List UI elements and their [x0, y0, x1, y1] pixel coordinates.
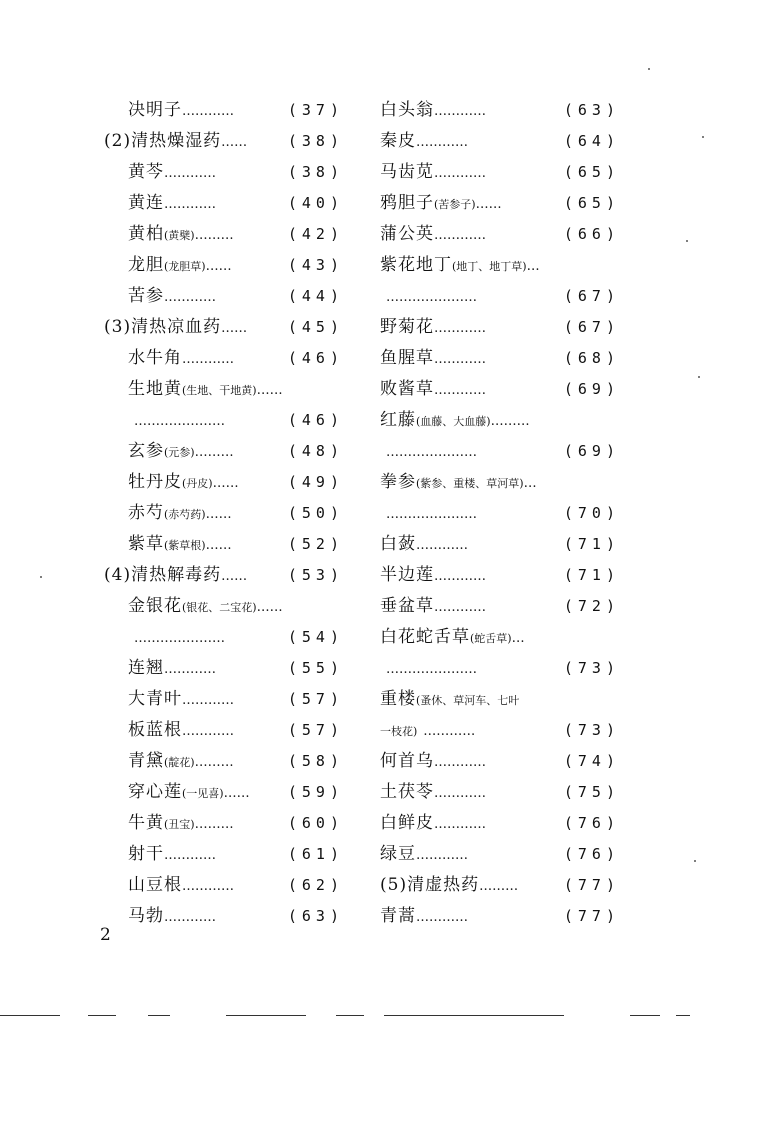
toc-entry — [380, 436, 630, 467]
toc-entry-name: 赤芍 — [128, 503, 164, 523]
toc-entry-note: (丹皮) — [182, 477, 213, 490]
toc-entry-page: (38) — [287, 163, 344, 181]
toc-entry-page: (46) — [287, 349, 344, 367]
toc-entry-page: (76) — [563, 814, 620, 832]
toc-entry-leader: ………… — [416, 848, 468, 863]
toc-entry-page: (66) — [563, 225, 620, 243]
toc-entry — [104, 343, 354, 374]
toc-entry — [380, 498, 630, 529]
toc-entry-leader: ……… — [194, 755, 234, 770]
toc-entry-page: (46) — [287, 411, 344, 429]
toc-entry-page: (72) — [563, 597, 620, 615]
toc-entry-leader: ………… — [182, 724, 234, 739]
toc-entry-page: (74) — [563, 752, 620, 770]
toc-entry — [104, 870, 354, 901]
toc-entry-name: 绿豆 — [380, 844, 416, 864]
toc-entry-leader: ………… — [182, 693, 234, 708]
toc-entry-leader: ………… — [182, 352, 234, 367]
toc-entry-name: 牛黄 — [128, 813, 164, 833]
toc-entry-leader: ………………… — [386, 445, 477, 460]
toc-entry-page: (77) — [563, 907, 620, 925]
toc-entry-name: 射干 — [128, 844, 164, 864]
toc-entry-leader: ………… — [434, 166, 486, 181]
toc-entry-name: 山豆根 — [128, 875, 182, 895]
toc-entry — [104, 591, 354, 622]
toc-entry — [380, 839, 630, 870]
toc-entry — [104, 560, 354, 591]
toc-entry-leader: ………… — [434, 600, 486, 615]
toc-entry-leader: ………… — [164, 662, 216, 677]
toc-entry-leader: ………… — [416, 910, 468, 925]
toc-entry-note: (生地、干地黄) — [182, 384, 257, 397]
toc-entry — [104, 529, 354, 560]
toc-entry-page: (69) — [563, 380, 620, 398]
toc-entry-leader: ………………… — [386, 507, 477, 522]
toc-entry — [380, 808, 630, 839]
toc-entry-name: 金银花 — [128, 596, 182, 616]
toc-entry-name: 黄芩 — [128, 162, 164, 182]
toc-entry — [380, 250, 630, 281]
toc-entry — [380, 343, 630, 374]
toc-entry-leader: ………… — [434, 228, 486, 243]
toc-entry-name: 黄柏 — [128, 224, 164, 244]
toc-entry — [104, 157, 354, 188]
toc-entry-name: 苦参 — [128, 286, 164, 306]
toc-entry — [380, 901, 630, 932]
toc-entry-name: 玄参 — [128, 441, 164, 461]
toc-entry-page: (42) — [287, 225, 344, 243]
toc-entry-name: 黄连 — [128, 193, 164, 213]
toc-entry-name: 龙胆 — [128, 255, 164, 275]
toc-entry-note: (地丁、地丁草) — [452, 260, 527, 273]
toc-entry-name: 野菊花 — [380, 317, 434, 337]
toc-entry-leader: ………………… — [386, 290, 477, 305]
scan-line — [630, 1015, 660, 1016]
toc-entry — [104, 188, 354, 219]
toc-entry — [104, 374, 354, 405]
toc-entry-name: 红藤 — [380, 410, 416, 430]
toc-entry-leader: ……… — [194, 817, 234, 832]
toc-entry-page: (71) — [563, 566, 620, 584]
toc-entry-name: 牡丹皮 — [128, 472, 182, 492]
toc-entry-leader: ………… — [434, 569, 486, 584]
toc-entry-note: 一枝花) — [380, 725, 418, 738]
toc-entry — [104, 281, 354, 312]
toc-entry-page: (63) — [563, 101, 620, 119]
toc-entry-name: 紫花地丁 — [380, 255, 452, 275]
toc-entry-page: (68) — [563, 349, 620, 367]
toc-entry-name: 青黛 — [128, 751, 164, 771]
toc-entry — [380, 622, 630, 653]
toc-entry-page: (69) — [563, 442, 620, 460]
toc-entry-name: 何首乌 — [380, 751, 434, 771]
toc-entry-page: (58) — [287, 752, 344, 770]
toc-entry-leader: ………… — [434, 786, 486, 801]
toc-entry — [380, 281, 630, 312]
toc-entry — [104, 839, 354, 870]
scan-speck — [40, 576, 42, 578]
toc-entry-page: (44) — [287, 287, 344, 305]
toc-entry — [104, 498, 354, 529]
toc-entry-note: (一见喜) — [182, 787, 224, 800]
toc-entry-leader: …… — [205, 507, 232, 522]
toc-entry — [104, 653, 354, 684]
toc-entry-name: 白鲜皮 — [380, 813, 434, 833]
toc-entry-name: 白花蛇舌草 — [380, 627, 470, 647]
toc-entry-leader: ………… — [416, 538, 468, 553]
toc-entry-page: (50) — [287, 504, 344, 522]
toc-entry-page: (54) — [287, 628, 344, 646]
toc-entry-note: (元参) — [164, 446, 195, 459]
toc-entry — [104, 808, 354, 839]
toc-entry-leader: ………… — [182, 879, 234, 894]
toc-entry-leader: …… — [221, 569, 248, 584]
scan-speck — [648, 68, 650, 70]
toc-entry-name: 土茯苓 — [380, 782, 434, 802]
toc-entry-leader: ………… — [434, 817, 486, 832]
toc-entry-note: (龙胆草) — [164, 260, 206, 273]
toc-entry-leader: ……… — [194, 445, 234, 460]
toc-entry — [380, 715, 630, 746]
scan-line — [88, 1015, 116, 1016]
toc-entry-name: 白蔹 — [380, 534, 416, 554]
toc-entry-leader: ………………… — [386, 662, 477, 677]
toc-entry-leader: …… — [205, 538, 232, 553]
toc-entry-name: (5)清虚热药 — [380, 875, 480, 895]
toc-entry-page: (67) — [563, 287, 620, 305]
toc-entry-name: 蒲公英 — [380, 224, 434, 244]
toc-entry-note: (银花、二宝花) — [182, 601, 257, 614]
toc-entry-page: (71) — [563, 535, 620, 553]
toc-entry-page: (55) — [287, 659, 344, 677]
scan-speck — [698, 376, 700, 378]
toc-entry — [380, 312, 630, 343]
toc-entry — [104, 467, 354, 498]
toc-entry — [104, 250, 354, 281]
toc-entry-name: 垂盆草 — [380, 596, 434, 616]
toc-entry-page: (64) — [563, 132, 620, 150]
scan-line — [226, 1015, 306, 1016]
toc-entry-leader: ……… — [479, 879, 519, 894]
toc-entry-page: (65) — [563, 163, 620, 181]
toc-entry-leader: …… — [221, 135, 248, 150]
toc-entry-page: (38) — [287, 132, 344, 150]
toc-entry-page: (48) — [287, 442, 344, 460]
toc-entry-name: 青蒿 — [380, 906, 416, 926]
toc-entry-note: (黄檗) — [164, 229, 195, 242]
toc-entry-leader: ………… — [423, 724, 476, 739]
toc-column-right — [380, 95, 630, 932]
toc-entry — [104, 622, 354, 653]
toc-entry — [380, 746, 630, 777]
toc-entry-name: (2)清热燥湿药 — [104, 131, 222, 151]
toc-entry-name: 决明子 — [128, 100, 182, 120]
scan-line — [0, 1015, 60, 1016]
toc-entry-page: (57) — [287, 690, 344, 708]
toc-entry — [104, 715, 354, 746]
toc-entry-name: 大青叶 — [128, 689, 182, 709]
toc-entry-leader: ………………… — [134, 414, 225, 429]
toc-entry-page: (40) — [287, 194, 344, 212]
toc-entry-page: (43) — [287, 256, 344, 274]
toc-entry-page: (53) — [287, 566, 344, 584]
toc-entry-name: 马齿苋 — [380, 162, 434, 182]
toc-entry-leader: ………… — [164, 166, 216, 181]
toc-entry-leader: ………… — [164, 290, 216, 305]
toc-entry-name: 生地黄 — [128, 379, 182, 399]
toc-entry-note: (血藤、大血藤) — [416, 415, 491, 428]
toc-entry-page: (70) — [563, 504, 620, 522]
toc-entry — [380, 95, 630, 126]
toc-entry — [104, 312, 354, 343]
page-number: 2 — [100, 925, 111, 945]
toc-entry-leader: ………… — [164, 848, 216, 863]
toc-entry — [104, 95, 354, 126]
toc-entry-note: (丑宝) — [164, 818, 195, 831]
toc-entry-page: (45) — [287, 318, 344, 336]
toc-entry-page: (65) — [563, 194, 620, 212]
toc-entry-leader: … — [523, 476, 537, 491]
toc-entry-name: 半边莲 — [380, 565, 434, 585]
toc-entry-name: 连翘 — [128, 658, 164, 678]
toc-entry-name: 鱼腥草 — [380, 348, 434, 368]
toc-entry-leader: …… — [221, 321, 248, 336]
toc-entry-leader: …… — [256, 600, 283, 615]
toc-entry-note: (苦参子) — [434, 198, 476, 211]
toc-entry-leader: ………… — [434, 755, 486, 770]
scan-speck — [702, 136, 704, 138]
toc-entry-note: (蚤休、草河车、七叶 — [416, 694, 520, 707]
scan-speck — [686, 240, 688, 242]
toc-entry-page: (57) — [287, 721, 344, 739]
toc-entry — [104, 405, 354, 436]
toc-entry-page: (73) — [563, 721, 620, 739]
toc-entry — [380, 374, 630, 405]
toc-entry-name: 穿心莲 — [128, 782, 182, 802]
toc-entry-leader: ………… — [164, 910, 216, 925]
toc-entry — [380, 560, 630, 591]
toc-entry — [380, 591, 630, 622]
toc-entry-name: 鸦胆子 — [380, 193, 434, 213]
toc-entry-page: (59) — [287, 783, 344, 801]
toc-entry-name: 败酱草 — [380, 379, 434, 399]
toc-entry — [104, 901, 354, 932]
toc-entry-leader: … — [526, 259, 540, 274]
toc-entry-name: 板蓝根 — [128, 720, 182, 740]
scan-line — [336, 1015, 364, 1016]
toc-entry-leader: ………… — [164, 197, 216, 212]
toc-entry-leader: ………… — [434, 383, 486, 398]
toc-entry-name: (4)清热解毒药 — [104, 565, 222, 585]
toc-entry-page: (60) — [287, 814, 344, 832]
toc-entry — [380, 777, 630, 808]
toc-entry-leader: ………… — [182, 104, 234, 119]
toc-entry-name: 水牛角 — [128, 348, 182, 368]
toc-entry-leader: ………………… — [134, 631, 225, 646]
toc-entry-note: (紫草根) — [164, 539, 206, 552]
toc-entry-leader: …… — [223, 786, 250, 801]
toc-entry-note: (紫参、重楼、草河草) — [416, 477, 524, 490]
toc-entry-page: (49) — [287, 473, 344, 491]
toc-entry — [380, 529, 630, 560]
toc-entry — [380, 405, 630, 436]
toc-entry-page: (61) — [287, 845, 344, 863]
toc-entry-note: (靛花) — [164, 756, 195, 769]
toc-entry-page: (75) — [563, 783, 620, 801]
scan-line — [676, 1015, 690, 1016]
toc-entry-page: (77) — [563, 876, 620, 894]
toc-entry — [104, 746, 354, 777]
toc-entry — [104, 684, 354, 715]
toc-entry-leader: ………… — [416, 135, 468, 150]
toc-entry-page: (63) — [287, 907, 344, 925]
toc-entry-name: 紫草 — [128, 534, 164, 554]
toc-entry — [104, 219, 354, 250]
toc-entry-page: (52) — [287, 535, 344, 553]
toc-entry-leader: ………… — [434, 352, 486, 367]
toc-entry-leader: … — [511, 631, 525, 646]
toc-entry — [380, 157, 630, 188]
toc-entry-leader: …… — [212, 476, 239, 491]
toc-entry — [380, 467, 630, 498]
toc-entry-page: (76) — [563, 845, 620, 863]
toc-entry — [104, 126, 354, 157]
toc-entry-page: (62) — [287, 876, 344, 894]
toc-entry-name: 白头翁 — [380, 100, 434, 120]
toc-entry-name: 重楼 — [380, 689, 416, 709]
toc-entry-leader: …… — [475, 197, 502, 212]
toc-entry-page: (37) — [287, 101, 344, 119]
toc-entry-leader: …… — [205, 259, 232, 274]
toc-entry — [104, 436, 354, 467]
toc-entry-name: 马勃 — [128, 906, 164, 926]
toc-entry-name: (3)清热凉血药 — [104, 317, 222, 337]
toc-entry — [380, 188, 630, 219]
toc-entry-name: 秦皮 — [380, 131, 416, 151]
scan-line — [148, 1015, 170, 1016]
toc-entry-name: 拳参 — [380, 472, 416, 492]
scan-line — [384, 1015, 564, 1016]
toc-entry — [380, 219, 630, 250]
toc-entry-leader: ………… — [434, 321, 486, 336]
toc-entry-leader: ………… — [434, 104, 486, 119]
toc-entry — [380, 653, 630, 684]
toc-entry-page: (73) — [563, 659, 620, 677]
scan-speck — [694, 860, 696, 862]
toc-entry — [380, 126, 630, 157]
toc-entry-leader: ……… — [490, 414, 530, 429]
toc-entry-note: (赤芍药) — [164, 508, 206, 521]
toc-entry — [380, 870, 630, 901]
toc-entry-leader: …… — [256, 383, 283, 398]
toc-entry — [380, 684, 630, 715]
toc-column-left — [104, 95, 354, 932]
toc-entry — [104, 777, 354, 808]
toc-entry-note: (蛇舌草) — [470, 632, 512, 645]
toc-entry-leader: ……… — [194, 228, 234, 243]
toc-entry-page: (67) — [563, 318, 620, 336]
